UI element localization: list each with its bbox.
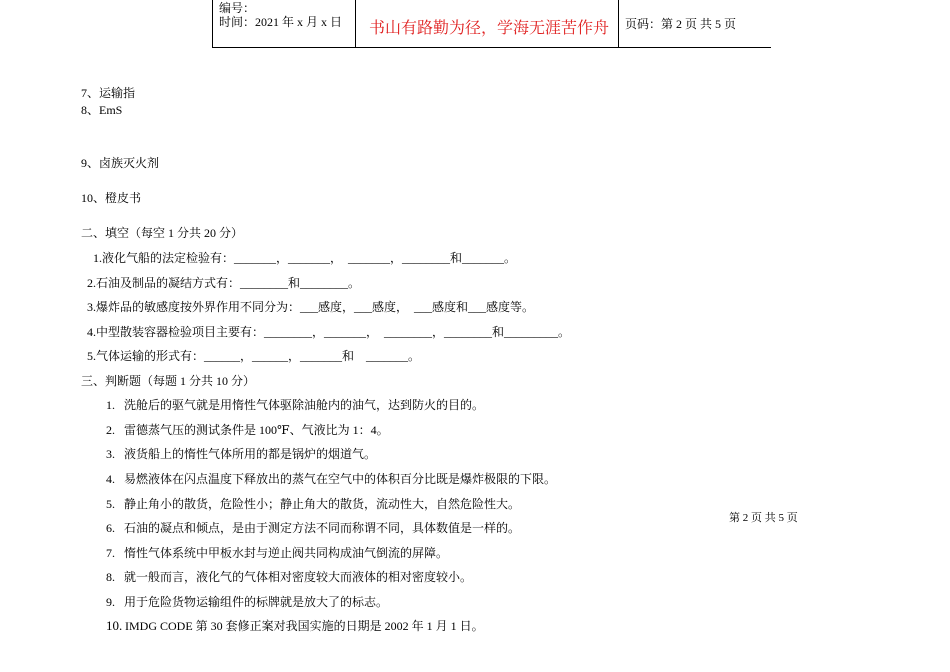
judge-item: 5. 静止角小的散货，危险性小；静止角大的散货，流动性大，自然危险性大。 bbox=[106, 497, 521, 511]
judge-item: 4. 易燃液体在闪点温度下释放出的蒸气在空气中的体积百分比既是爆炸极限的下限。 bbox=[106, 472, 557, 486]
section3-title: 三、判断题（每题 1 分共 10 分） bbox=[81, 374, 256, 388]
judge-item: 2. 雷德蒸气压的测试条件是 100℉、气液比为 1：4。 bbox=[106, 423, 389, 437]
fill-item-2: 2.石油及制品的凝结方式有：________和________。 bbox=[87, 276, 361, 290]
page-code: 页码：第 2 页 共 5 页 bbox=[625, 17, 737, 31]
term-7: 7、运输指 bbox=[81, 86, 136, 100]
judge-item: 9. 用于危险货物运输组件的标牌就是放大了的标志。 bbox=[106, 595, 389, 609]
judge-item: 6. 石油的凝点和倾点，是由于测定方法不同而称谓不同，具体数值是一样的。 bbox=[106, 521, 521, 535]
judge-item: 8. 就一般而言，液化气的气体相对密度较大而液体的相对密度较小。 bbox=[106, 570, 473, 584]
fill-item-3: 3.爆炸品的敏感度按外界作用不同分为：___感度，___感度， ___感度和___感度等。 bbox=[87, 300, 535, 314]
judge-item: 3. 液货船上的惰性气体所用的都是锅炉的烟道气。 bbox=[106, 447, 377, 461]
motto: 书山有路勤为径，学海无涯苦作舟 bbox=[369, 18, 610, 37]
time-label: 时间：2021 年 x 月 x 日 bbox=[219, 15, 343, 29]
judge-item: 10. IMDG CODE 第 30 套修正案对我国实施的日期是 2002 年 1 月 1 日。 bbox=[106, 618, 484, 633]
page-footer: 第 2 页 共 5 页 bbox=[729, 512, 798, 524]
header-cell-info bbox=[212, 0, 356, 47]
section2-title: 二、填空（每空 1 分共 20 分） bbox=[81, 226, 244, 240]
term-10: 10、橙皮书 bbox=[81, 191, 142, 205]
term-9: 9、卤族灭火剂 bbox=[81, 156, 160, 170]
number-label: 编号： bbox=[219, 1, 256, 15]
term-8: 8、EmS bbox=[81, 103, 123, 117]
judge-item: 7. 惰性气体系统中甲板水封与逆止阀共同构成油气倒流的屏障。 bbox=[106, 546, 449, 560]
header-cell-motto bbox=[355, 0, 619, 47]
header-cell-page bbox=[619, 0, 771, 47]
header-table bbox=[212, 0, 771, 48]
fill-item-4: 4.中型散装容器检验项目主要有：________，_______， ________，________和_________。 bbox=[87, 325, 571, 339]
fill-item-1: 1.液化气船的法定检验有：_______，_______， _______，________和_______。 bbox=[93, 251, 517, 265]
judge-item: 1. 洗舱后的驱气就是用惰性气体驱除油舱内的油气，达到防火的目的。 bbox=[106, 398, 485, 412]
fill-item-5: 5.气体运输的形式有：______，______，_______和 _______。 bbox=[87, 349, 421, 363]
